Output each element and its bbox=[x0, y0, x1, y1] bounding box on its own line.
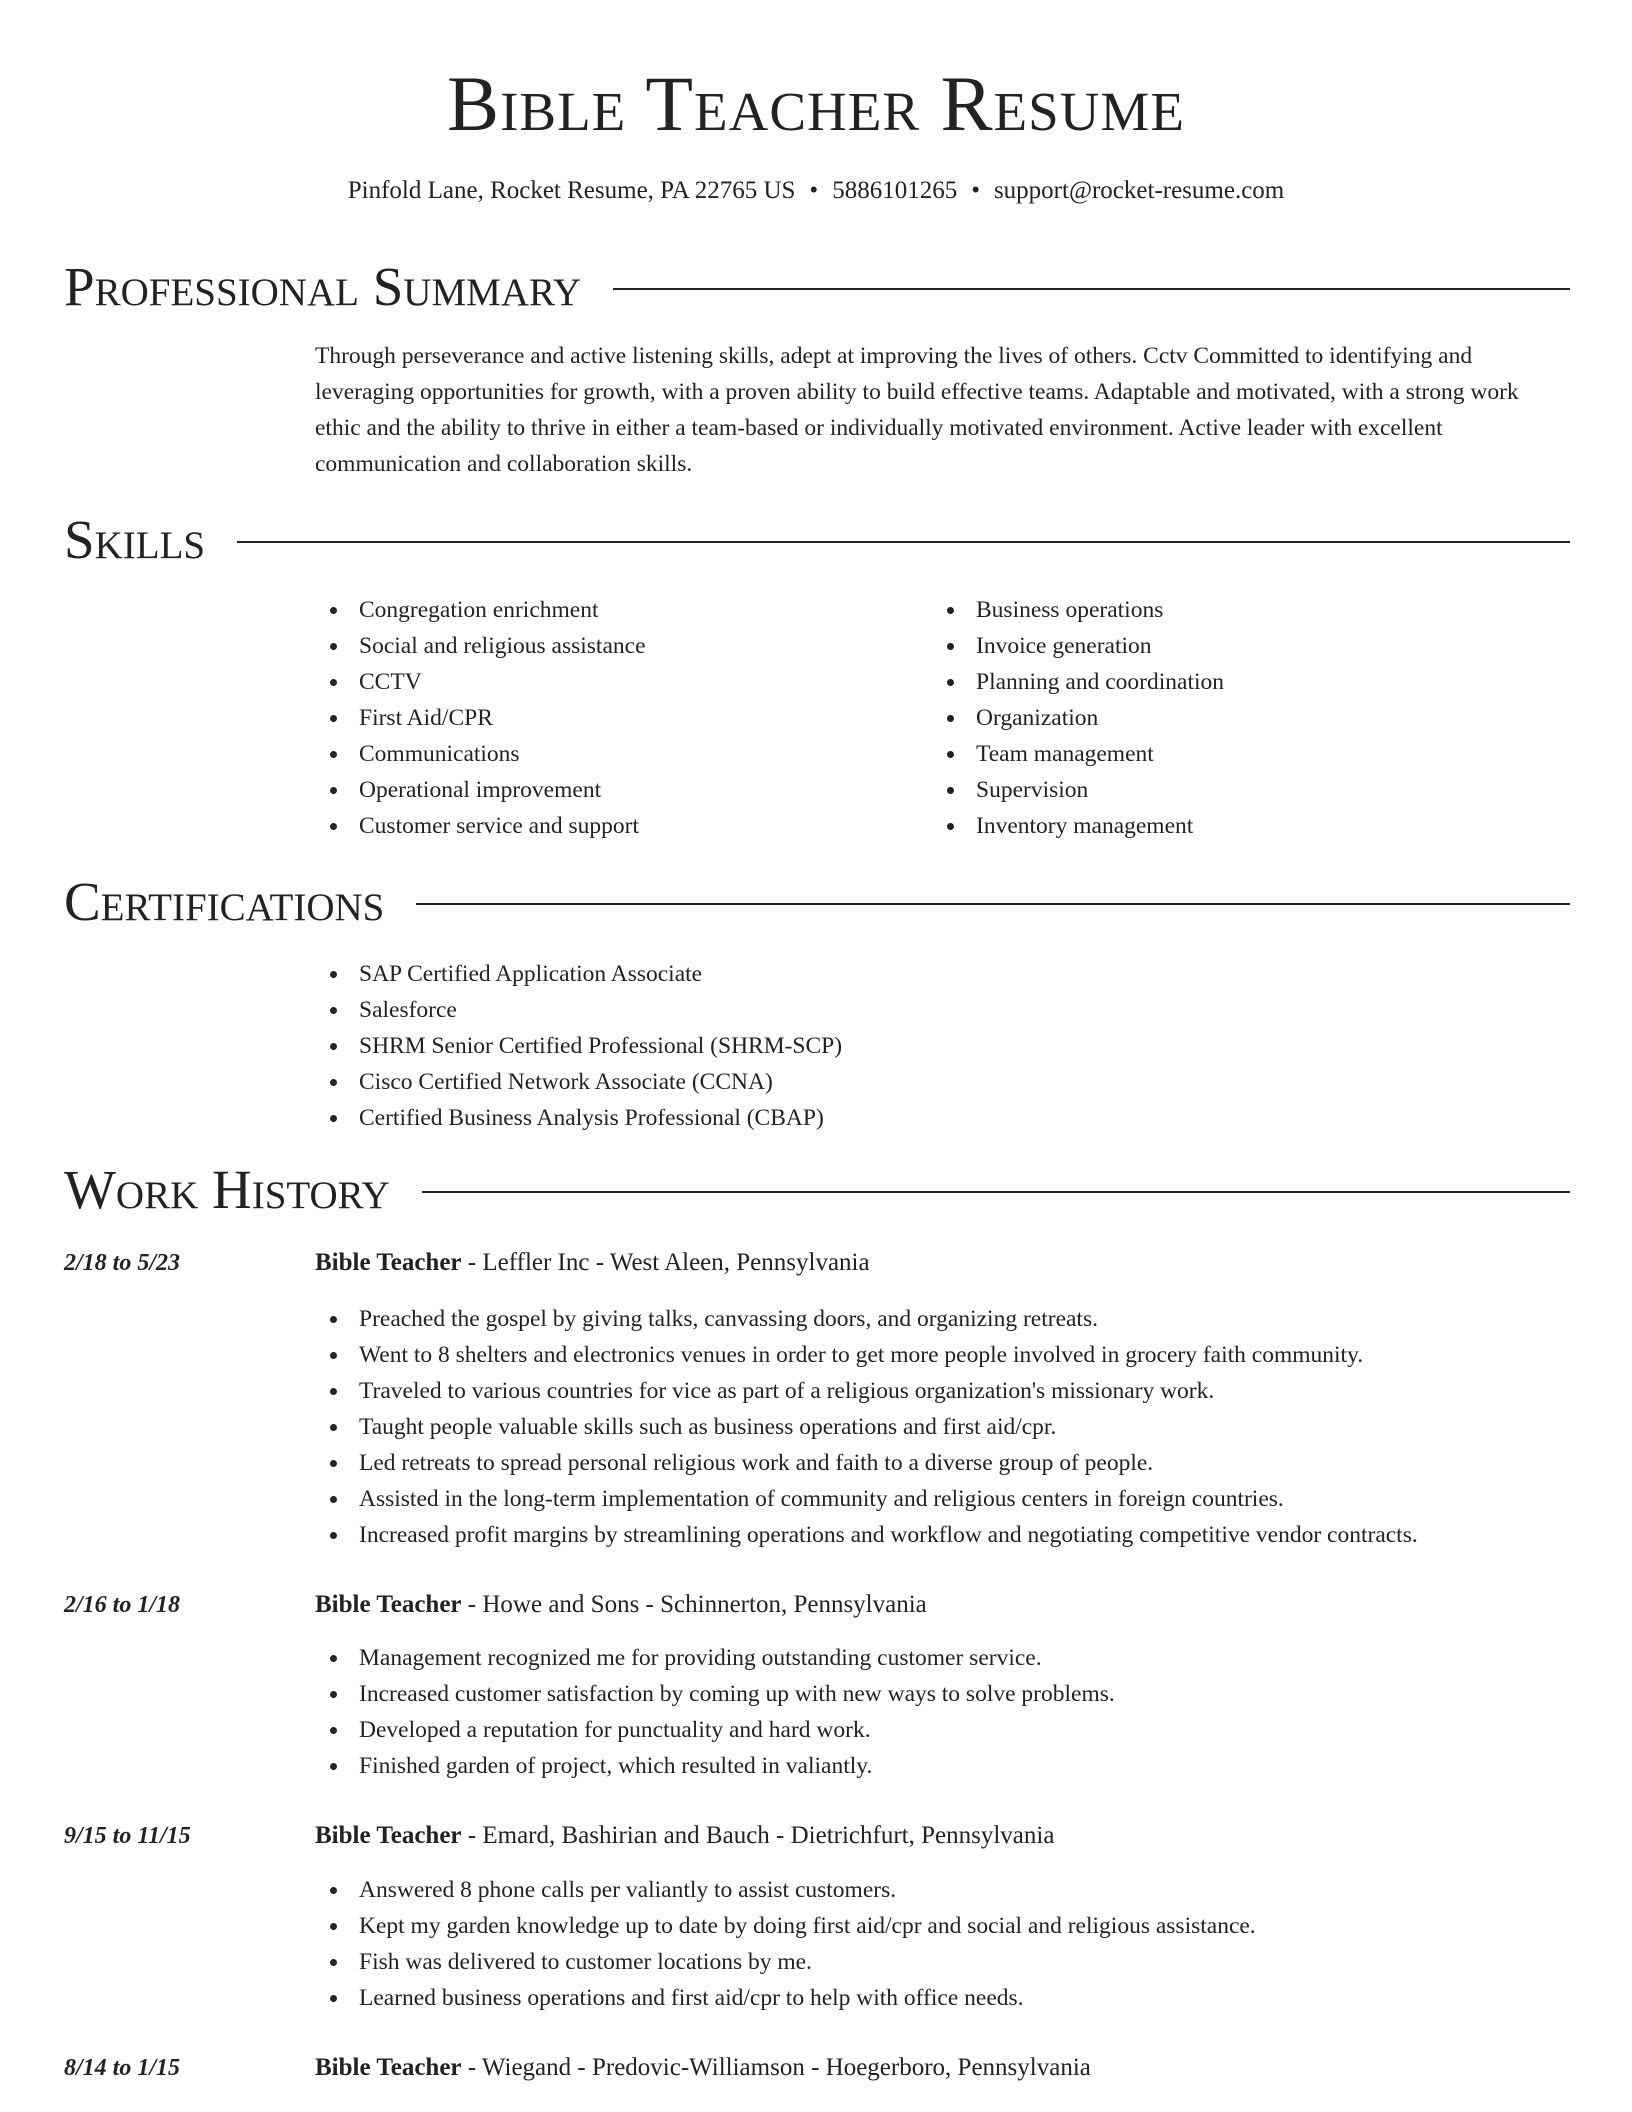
section-divider bbox=[416, 903, 1570, 905]
skill-item: Team management bbox=[932, 736, 1224, 772]
skill-item: Organization bbox=[932, 700, 1224, 736]
job-heading bbox=[315, 2050, 1091, 2086]
job-bullet: Kept my garden knowledge up to date by doing first aid/cpr and social and religious assistance. bbox=[315, 1908, 1256, 1944]
job-details: - Howe and Sons - Schinnerton, Pennsylvania bbox=[461, 1591, 927, 1618]
job-bullet: Learned business operations and first aid/cpr to help with office needs. bbox=[315, 1980, 1256, 2016]
certification-item: SHRM Senior Certified Professional (SHRM-SCP) bbox=[315, 1028, 842, 1064]
job-bullet: Preached the gospel by giving talks, canvassing doors, and organizing retreats. bbox=[315, 1301, 1418, 1337]
job-dates: 2/16 to 1/18 bbox=[64, 1592, 181, 1618]
section-header-summary bbox=[64, 252, 1570, 322]
certifications-list bbox=[315, 956, 842, 1136]
certification-item: Certified Business Analysis Professional (CBAP) bbox=[315, 1100, 842, 1136]
job-title: Bible Teacher bbox=[315, 1591, 462, 1618]
certification-item: SAP Certified Application Associate bbox=[315, 956, 842, 992]
skill-item: Social and religious assistance bbox=[315, 628, 646, 664]
skill-item: Invoice generation bbox=[932, 628, 1224, 664]
job-bullet: Management recognized me for providing outstanding customer service. bbox=[315, 1640, 1115, 1676]
job-heading bbox=[315, 1587, 927, 1623]
certification-item: Cisco Certified Network Associate (CCNA) bbox=[315, 1064, 842, 1100]
job-bullet: Developed a reputation for punctuality and hard work. bbox=[315, 1712, 1115, 1748]
certification-item: Salesforce bbox=[315, 992, 842, 1028]
job-heading bbox=[315, 1818, 1054, 1854]
summary-text: Through perseverance and active listening skills, adept at improving the lives of others. Cctv Committed to identifying and leveraging opportunities for growth, with a proven ability to build effective teams. Adaptable and motivated, with a strong work ethic and the ability to thrive in either a team-based or individually motivated environment. Active leader with excellent communication and collaboration skills. bbox=[315, 343, 1519, 477]
job-dates: 9/15 to 11/15 bbox=[64, 1823, 191, 1849]
section-title-work-history: Work History bbox=[64, 1159, 390, 1220]
skills-list-right bbox=[932, 592, 1224, 844]
skill-item: Inventory management bbox=[932, 808, 1224, 844]
section-title-skills: Skills bbox=[64, 509, 206, 570]
job-bullet: Assisted in the long-term implementation of community and religious centers in foreign countries. bbox=[315, 1481, 1418, 1517]
job-bullet: Fish was delivered to customer locations by me. bbox=[315, 1944, 1256, 1980]
job-details: - Wiegand - Predovic-Williamson - Hoegerboro, Pennsylvania bbox=[461, 2054, 1091, 2081]
contact-separator: • bbox=[809, 177, 819, 204]
contact-address: Pinfold Lane, Rocket Resume, PA 22765 US bbox=[347, 177, 796, 204]
job-bullets bbox=[315, 1640, 1115, 1784]
contact-separator: • bbox=[971, 177, 980, 204]
section-title-certifications: Certifications bbox=[64, 871, 385, 932]
job-title: Bible Teacher bbox=[315, 1249, 462, 1276]
section-title-summary: Professional Summary bbox=[64, 256, 582, 317]
skill-item: CCTV bbox=[315, 664, 646, 700]
contact-email: support@rocket-resume.com bbox=[993, 177, 1285, 204]
job-title: Bible Teacher bbox=[315, 2054, 462, 2081]
job-dates: 8/14 to 1/15 bbox=[64, 2055, 181, 2081]
job-bullet: Taught people valuable skills such as business operations and first aid/cpr. bbox=[315, 1409, 1418, 1445]
job-heading bbox=[315, 1245, 870, 1281]
skills-list-left bbox=[315, 592, 646, 844]
skill-item: Supervision bbox=[932, 772, 1224, 808]
skill-item: Congregation enrichment bbox=[315, 592, 646, 628]
job-bullet: Increased profit margins by streamlining operations and workflow and negotiating competitive vendor contracts. bbox=[315, 1517, 1418, 1553]
skill-item: Customer service and support bbox=[315, 808, 646, 844]
job-dates: 2/18 to 5/23 bbox=[64, 1250, 181, 1276]
job-bullet: Led retreats to spread personal religious work and faith to a diverse group of people. bbox=[315, 1445, 1418, 1481]
job-bullet: Traveled to various countries for vice as part of a religious organization's missionary work. bbox=[315, 1373, 1418, 1409]
skill-item: Planning and coordination bbox=[932, 664, 1224, 700]
job-details: - Leffler Inc - West Aleen, Pennsylvania bbox=[461, 1249, 870, 1276]
job-title: Bible Teacher bbox=[315, 1822, 462, 1849]
skill-item: First Aid/CPR bbox=[315, 700, 646, 736]
skill-item: Operational improvement bbox=[315, 772, 646, 808]
skill-item: Communications bbox=[315, 736, 646, 772]
skill-item: Business operations bbox=[932, 592, 1224, 628]
contact-line bbox=[0, 173, 1632, 209]
contact-phone: 5886101265 bbox=[832, 177, 958, 204]
job-details: - Emard, Bashirian and Bauch - Dietrichfurt, Pennsylvania bbox=[461, 1822, 1055, 1849]
job-bullet: Finished garden of project, which resulted in valiantly. bbox=[315, 1748, 1115, 1784]
job-bullet: Went to 8 shelters and electronics venues in order to get more people involved in grocery faith community. bbox=[315, 1337, 1418, 1373]
section-divider bbox=[237, 541, 1570, 543]
resume-title: Bible Teacher Resume bbox=[447, 60, 1185, 147]
section-header-work-history bbox=[64, 1155, 1570, 1225]
job-bullet: Answered 8 phone calls per valiantly to assist customers. bbox=[315, 1872, 1256, 1908]
job-bullets bbox=[315, 1872, 1256, 2016]
job-bullet: Increased customer satisfaction by coming up with new ways to solve problems. bbox=[315, 1676, 1115, 1712]
section-divider bbox=[422, 1191, 1570, 1193]
section-header-skills bbox=[64, 505, 1570, 575]
job-bullets bbox=[315, 1301, 1418, 1553]
section-divider bbox=[613, 288, 1570, 290]
section-header-certifications bbox=[64, 867, 1570, 937]
